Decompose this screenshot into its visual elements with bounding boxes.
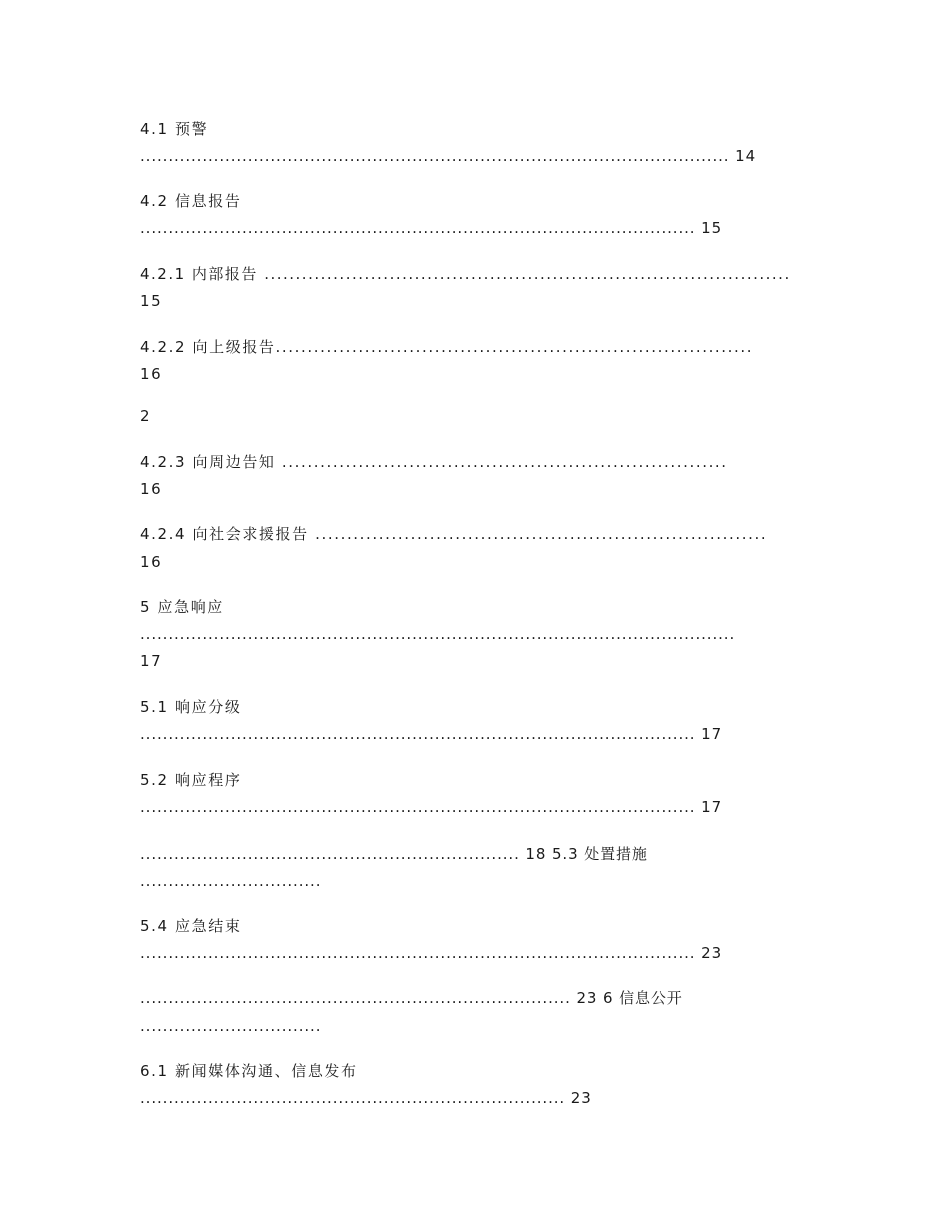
page-number: 2 <box>140 407 152 425</box>
toc-entry-heading: 6.1 新闻媒体沟通、信息发布 <box>140 1062 358 1080</box>
toc-entry-leader: ................................ <box>140 872 322 890</box>
toc-entry-heading: 4.2 信息报告 <box>140 192 242 210</box>
toc-entry-leader: ................................................................... 18 5.3 处置措施 <box>140 845 648 863</box>
toc-entry-leader: .................................................................................................. 15 <box>140 219 723 237</box>
toc-entry-heading: 4.2.2 向上级报告........................................................................... <box>140 338 754 356</box>
toc-entry-heading: 5.2 响应程序 <box>140 771 242 789</box>
toc-entry-page-number: 15 <box>140 292 163 310</box>
toc-entry-page-number: 16 <box>140 480 163 498</box>
toc-entry-page-number: 16 <box>140 365 163 383</box>
toc-entry-heading: 4.2.3 向周边告知 ...................................................................... <box>140 453 728 471</box>
toc-entry-heading: 4.2.1 内部报告 .................................................................................... <box>140 265 791 283</box>
toc-entry-heading: 5.4 应急结束 <box>140 917 242 935</box>
toc-entry-heading: 4.2.4 向社会求援报告 ....................................................................... <box>140 525 768 543</box>
toc-entry-leader: ........................................................................... 23 <box>140 1089 592 1107</box>
toc-entry-page-number: 17 <box>140 652 163 670</box>
toc-entry-leader: .................................................................................................. 23 <box>140 944 723 962</box>
toc-entry-leader: ........................................................................................................ 14 <box>140 147 757 165</box>
toc-entry-heading: 5 应急响应 <box>140 598 224 616</box>
toc-entry-leader: ................................ <box>140 1017 322 1035</box>
toc-entry-page-number: 16 <box>140 553 163 571</box>
toc-entry-heading: 5.1 响应分级 <box>140 698 242 716</box>
toc-entry-leader: .................................................................................................. 17 <box>140 798 723 816</box>
toc-entry-leader: ......................................................................................................... <box>140 625 736 643</box>
toc-entry-leader: ............................................................................ 23 6 信息公开 <box>140 989 683 1007</box>
toc-entry-heading: 4.1 预警 <box>140 120 209 138</box>
toc-entry-leader: .................................................................................................. 17 <box>140 725 723 743</box>
